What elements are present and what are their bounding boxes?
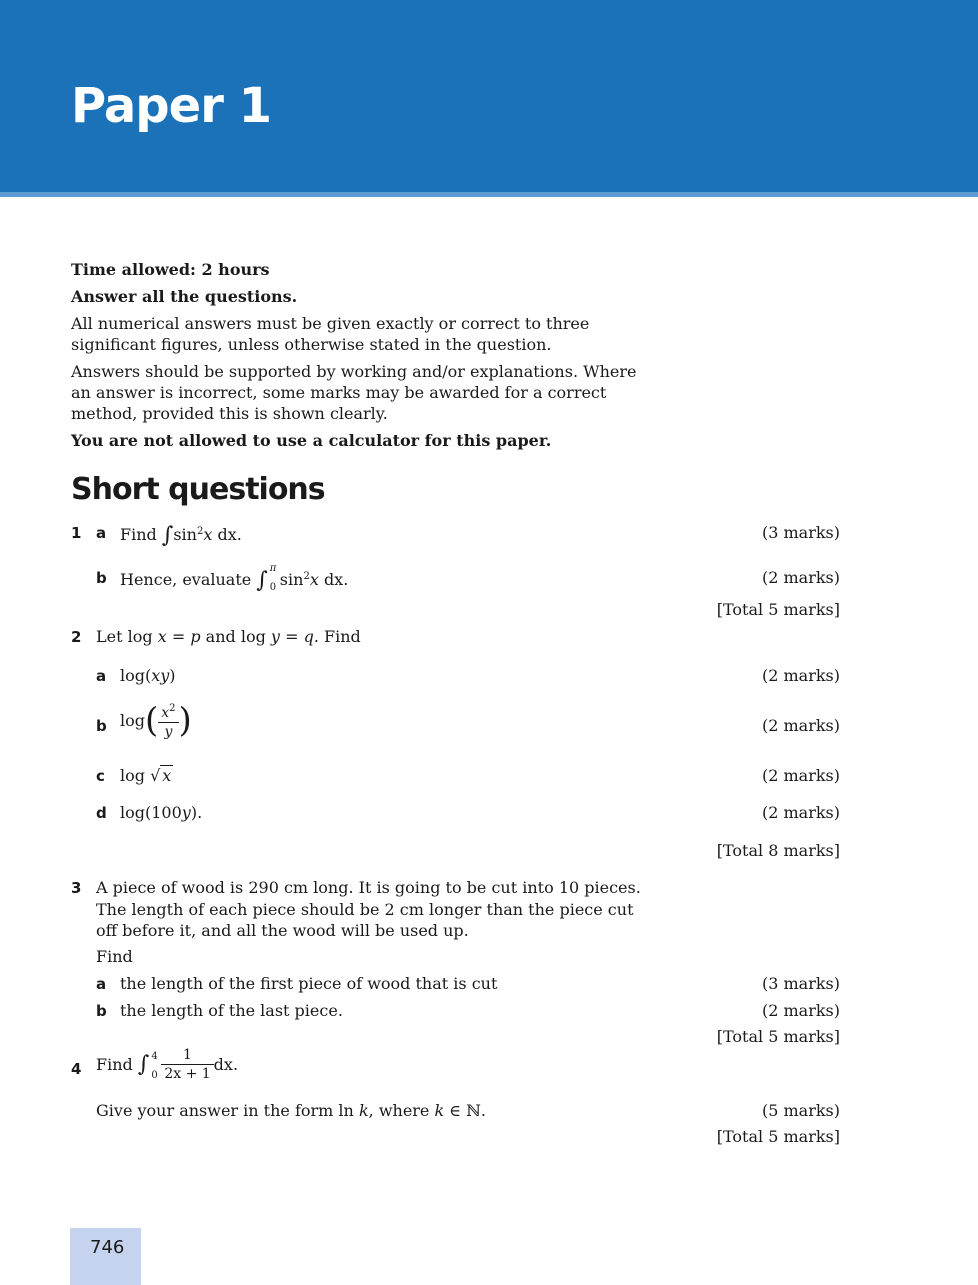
q4-answer-form: Give your answer in the form ln k, where k ∈ ℕ. [96, 1101, 486, 1120]
q3-text-line-3: off before it, and all the wood will be used up. [96, 921, 469, 940]
answer-all-instruction: Answer all the questions. [71, 287, 298, 306]
square-root-sign: √ [150, 766, 161, 785]
q4-total-marks: [Total 5 marks] [716, 1127, 840, 1146]
q3-part-b-text: the length of the last piece. [120, 1001, 343, 1020]
q3-text-line-2: The length of each piece should be 2 cm longer than the piece cut [96, 900, 634, 919]
q2-part-d-label: d [96, 804, 107, 822]
q2-part-a-text: log(xy) [120, 666, 176, 685]
q2-part-b-text: log( $\frac{x^2}{y}$ ) [120, 700, 192, 741]
q3-part-b-marks: (2 marks) [761, 1001, 840, 1020]
q2-part-b-marks: (2 marks) [761, 716, 840, 735]
header-banner-edge [0, 192, 978, 197]
q3-text-line-1: A piece of wood is 290 cm long. It is going to be cut into 10 pieces. [96, 878, 641, 897]
q1-part-a-text: Find $\int\sin^2x$ dx. [120, 523, 242, 548]
q4-text: Find ∫ 4 0 $\frac{1}{2x + 1}$ dx. [96, 1047, 239, 1082]
q2-part-d-marks: (2 marks) [761, 803, 840, 822]
q2-part-a-marks: (2 marks) [761, 666, 840, 685]
question-2-number: 2 [71, 628, 82, 646]
integral-sign: ∫ [137, 1052, 150, 1077]
question-1-number: 1 [71, 524, 82, 542]
q3-total-marks: [Total 5 marks] [716, 1027, 840, 1046]
q2-stem: Let log x = p and log y = q. Find [96, 627, 361, 646]
q2-part-b-label: b [96, 717, 107, 735]
q3-part-a-marks: (3 marks) [761, 974, 840, 993]
q2-part-c-text: log √ x [120, 766, 172, 785]
page-number: 746 [90, 1237, 125, 1258]
q2-total-marks: [Total 8 marks] [716, 841, 840, 860]
q3-part-b-label: b [96, 1002, 107, 1020]
q3-part-a-text: the length of the first piece of wood that is cut [120, 974, 498, 993]
q2-part-d-text: log(100y). [120, 803, 203, 822]
q3-part-a-label: a [96, 975, 107, 993]
q1-part-b-marks: (2 marks) [761, 568, 840, 587]
question-4-number: 4 [71, 1060, 82, 1078]
time-allowed: Time allowed: 2 hours [71, 260, 270, 279]
question-3-number: 3 [71, 879, 82, 897]
q1-part-b-label: b [96, 569, 107, 587]
q1-total-marks: [Total 5 marks] [716, 600, 840, 619]
q1-part-b-text: Hence, evaluate ∫ π 0 $\sin^2x$ dx. [120, 563, 349, 593]
numerical-answers-instruction: All numerical answers must be given exactly or correct to three significant figures, unless otherwise stated in the question. [71, 314, 590, 354]
q2-part-a-label: a [96, 667, 107, 685]
q3-find: Find [96, 947, 133, 966]
working-instruction: Answers should be supported by working and/or explanations. Where an answer is incorrect, some marks may be awarded for a correct method, provided this is shown clearly. [71, 362, 637, 423]
q4-marks: (5 marks) [761, 1101, 840, 1120]
q2-part-c-marks: (2 marks) [761, 766, 840, 785]
q2-part-c-label: c [96, 767, 105, 785]
calculator-instruction: You are not allowed to use a calculator for this paper. [71, 431, 552, 450]
section-title: Short questions [71, 472, 325, 507]
integral-sign: ∫ [161, 523, 174, 548]
q1-part-a-label: a [96, 524, 107, 542]
q1-part-a-marks: (3 marks) [761, 523, 840, 542]
paper-title: Paper 1 [71, 78, 271, 134]
integral-sign: ∫ [256, 568, 268, 593]
